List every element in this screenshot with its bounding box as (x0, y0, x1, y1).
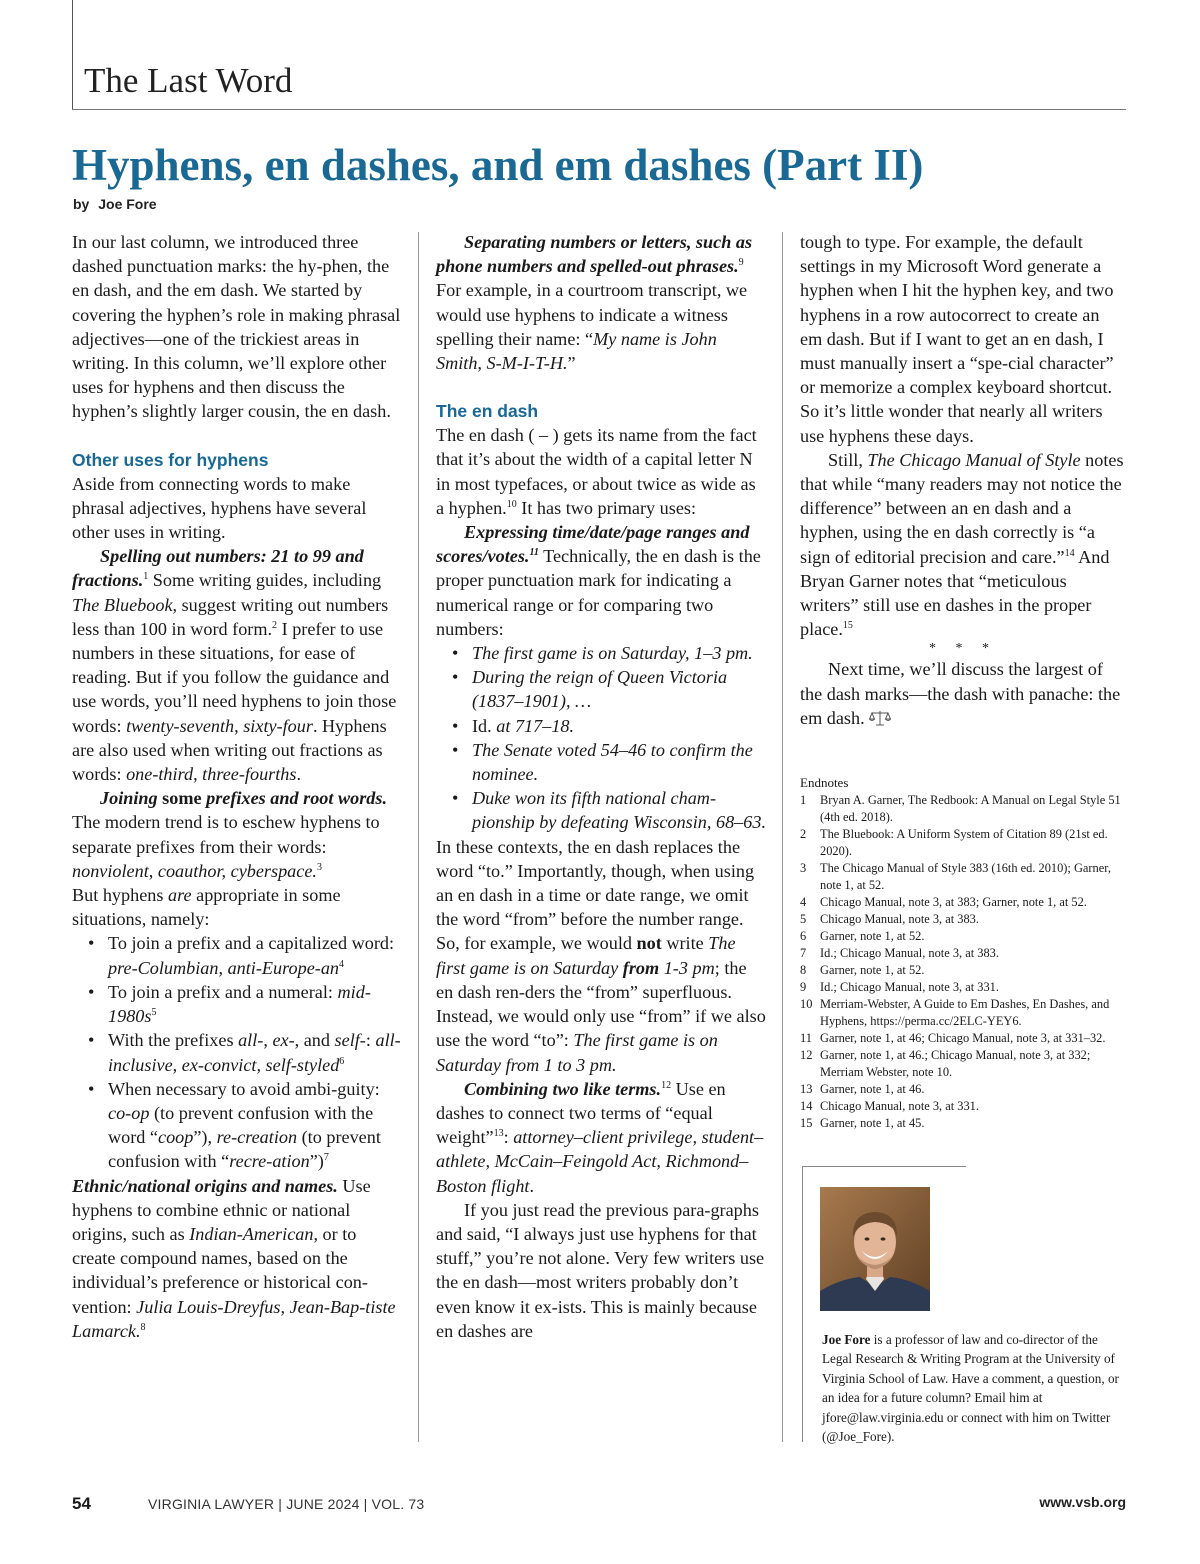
section-rule-vertical (72, 0, 73, 110)
en-dash-paragraph: The en dash ( – ) gets its name from the fact that it’s about the width of a capital letter N in most typefaces, or about twice as wide as a hyphen.$^{10}$ It has two primary uses: (436, 425, 757, 518)
column-3 (800, 230, 1126, 730)
website-url: www.vsb.org (1039, 1494, 1126, 1510)
tough-paragraph: tough to type. For example, the default settings in my Microsoft Word generate a hyphen when I hit the hyphen key, and two hyphens in a row autocorrect to create an em dash. But if I want to get an en dash, I must manually insert a “spe-cial character” or memorize a complex keyboard shortcut. So it’s little wonder that nearly all writers use hyphens these days. (800, 232, 1114, 446)
section-label: The Last Word (84, 61, 293, 100)
column-1 (72, 230, 404, 1343)
en-dash-examples (436, 641, 766, 835)
publication-info: VIRGINIA LAWYER | JUNE 2024 | VOL. 73 (148, 1496, 425, 1512)
endnote: 11 Garner, note 1, at 46; Chicago Manual, note 3, at 331–32. (800, 1031, 1106, 1045)
endnote: 14 Chicago Manual, note 3, at 331. (800, 1099, 979, 1113)
author-bio: Joe Fore is a professor of law and co-director of the Legal Research & Writing Program at the University of Virginia School of Law. Have a comment, a question, or an idea for a future column? Email him at jfore@law.virginia.edu or connect with him on Twitter (@Joe_Fore). (822, 1332, 1119, 1445)
list-item: • The first game is on Saturday, 1–3 pm. (436, 641, 766, 665)
endnote: 7 Id.; Chicago Manual, note 3, at 383. (800, 946, 999, 960)
joining-paragraph: Joining some prefixes and root words. The modern trend is to eschew hyphens to separate prefixes from their words: nonviolent, coauthor, cyberspace.$^3$ But hyphens are appropriate in some situations, namely: (72, 788, 388, 930)
scales-of-justice-icon (869, 710, 891, 726)
heading-en-dash: The en dash (436, 401, 539, 422)
context-paragraph: In these contexts, the en dash replaces the word “to.” Importantly, though, when using an en dash in a time or date range, we omit the word “from” before the number range. So, for example, we would not write The first game is on Saturday from 1-3 pm; the en dash ren-ders the “from” superfluous. Instead, we would only use “from” if we also use the word “to”: The first game is on Saturday from 1 to 3 pm. (436, 836, 766, 1075)
column-2 (436, 230, 766, 1343)
list-item: • With the prefixes all-, ex-, and self-: all-inclusive, ex-convict, self-styled$^6$ (72, 1028, 404, 1076)
column-divider (418, 232, 419, 1442)
section-break-stars: * * * (929, 641, 997, 657)
byline-prefix: by (73, 196, 90, 212)
ethnic-paragraph: Ethnic/national origins and names. Use hyphens to combine ethnic or national origins, such as Indian-American, or to create compound names, based on the individual’s preference or historical con-vention: Julia Louis-Dreyfus, Jean-Bap-tiste Lamarck.$^8$ (72, 1175, 396, 1341)
page-number: 54 (72, 1494, 91, 1513)
list-item: • To join a prefix and a capitalized word: pre-Columbian, anti-$Europe-an^4$ (72, 931, 404, 979)
author-photo (820, 1187, 930, 1311)
bio-rule-vertical (802, 1166, 803, 1442)
heading-other-uses: Other uses for hyphens (72, 449, 269, 470)
list-item: • When necessary to avoid ambi-guity: co-op (to prevent confusion with the word “coop”), re-creation (to prevent confusion with “recre-ation”)$^7$ (72, 1077, 404, 1174)
separating-paragraph: Separating numbers or letters, such as phone numbers and spelled-out phrases.$^9$ For example, in a courtroom transcript, we would use hyphens to indicate a witness spelling their name: “My name is John Smith, S-M-I-T-H.” (436, 232, 753, 374)
list-item: • The Senate voted 54–46 to confirm the nominee. (436, 738, 766, 786)
column-divider (782, 232, 783, 1442)
combining-paragraph: Combining two like terms.$^{12}$ Use en dashes to connect two terms of “equal weight”$^{13}$: attorney–client privilege, student–athlete, McCain–Feingold Act, Richmond–Boston flight. (436, 1078, 764, 1196)
endnote: 5 Chicago Manual, note 3, at 383. (800, 912, 979, 926)
section-rule-horizontal (72, 109, 1126, 110)
spelling-paragraph: Spelling out numbers: 21 to 99 and fractions.$^1$ Some writing guides, including The Bluebook, suggest writing out numbers less than 100 in word form.$^2$ I prefer to use numbers in these situations, for ease of reading. But if you follow the guidance and use words, you’ll need hyphens to join those words: twenty-seventh, sixty-four. Hyphens are also used when writing out fractions as words: one-third, three-fourths. (72, 546, 397, 785)
aside-paragraph: Aside from connecting words to make phrasal adjectives, hyphens have several other uses in writing. (72, 473, 367, 543)
list-item: • Id. at 717–18. (436, 714, 766, 738)
endnote: 2 The Bluebook: A Uniform System of Citation 89 (21st ed. 2020). (800, 827, 1108, 858)
endnote: 3 The Chicago Manual of Style 383 (16th ed. 2010); Garner, note 1, at 52. (800, 861, 1111, 892)
endnote: 12 Garner, note 1, at 46.; Chicago Manual, note 3, at 332; Merriam Webster, note 10. (800, 1048, 1091, 1079)
byline (73, 196, 157, 212)
last-paragraph: If you just read the previous para-graphs and said, “I always just use hyphens for that stuff,” you’re not alone. Very few writers use the en dash—most writers probably don’t even know it ex-ists. This is mainly because en dashes are (436, 1199, 765, 1341)
next-time-paragraph: Next time, we’ll discuss the largest of the dash marks—the dash with panache: the em dash. (800, 659, 1121, 728)
list-item: • Duke won its fifth national cham-pionship by defeating Wisconsin, 68–63. (436, 786, 766, 834)
bio-rule (802, 1166, 966, 1167)
endnote: 15 Garner, note 1, at 45. (800, 1116, 925, 1130)
endnote: 1 Bryan A. Garner, The Redbook: A Manual on Legal Style 51 (4th ed. 2018). (800, 793, 1121, 824)
list-item: • To join a prefix and a numeral: mid-$1980s^5$ (72, 980, 404, 1028)
endnote: 6 Garner, note 1, at 52. (800, 929, 925, 943)
byline-author: Joe Fore (98, 196, 157, 212)
endnote: 9 Id.; Chicago Manual, note 3, at 331. (800, 980, 999, 994)
expressing-paragraph: Expressing time/date/page ranges and scores/votes.$^{11}$ Technically, the en dash is the proper punctuation mark for indicating a numerical range or for comparing two numbers: (436, 522, 761, 639)
intro-paragraph: In our last column, we introduced three dashed punctuation marks: the hy-phen, the en dash, and the em dash. We started by covering the hyphen’s role in making phrasal adjectives—one of the trickiest areas in writing. In this column, we’ll explore other uses for hyphens and then discuss the hyphen’s slightly larger cousin, the en dash. (72, 232, 401, 422)
article-title: Hyphens, en dashes, and em dashes (Part II) (72, 140, 924, 190)
prefix-list (72, 931, 404, 1173)
list-item: • During the reign of Queen Victoria (1837–1901), … (436, 665, 766, 713)
endnotes (800, 774, 1130, 1132)
endnote: 10 Merriam-Webster, A Guide to Em Dashes, En Dashes, and Hyphens, https://perma.cc/2ELC-YEY6. (800, 997, 1110, 1028)
endnotes-heading: Endnotes (800, 775, 849, 790)
endnote: 4 Chicago Manual, note 3, at 383; Garner, note 1, at 52. (800, 895, 1087, 909)
endnote: 8 Garner, note 1, at 52. (800, 963, 925, 977)
still-paragraph: Still, The Chicago Manual of Style notes that while “many readers may not notice the difference” between an en dash and a hyphen, using the en dash correctly is “a sign of editorial precision and care.”$^{14}$ And Bryan Garner notes that “meticulous writers” still use en dashes in the proper place.$^{15}$ (800, 449, 1124, 640)
endnote: 13 Garner, note 1, at 46. (800, 1082, 925, 1096)
